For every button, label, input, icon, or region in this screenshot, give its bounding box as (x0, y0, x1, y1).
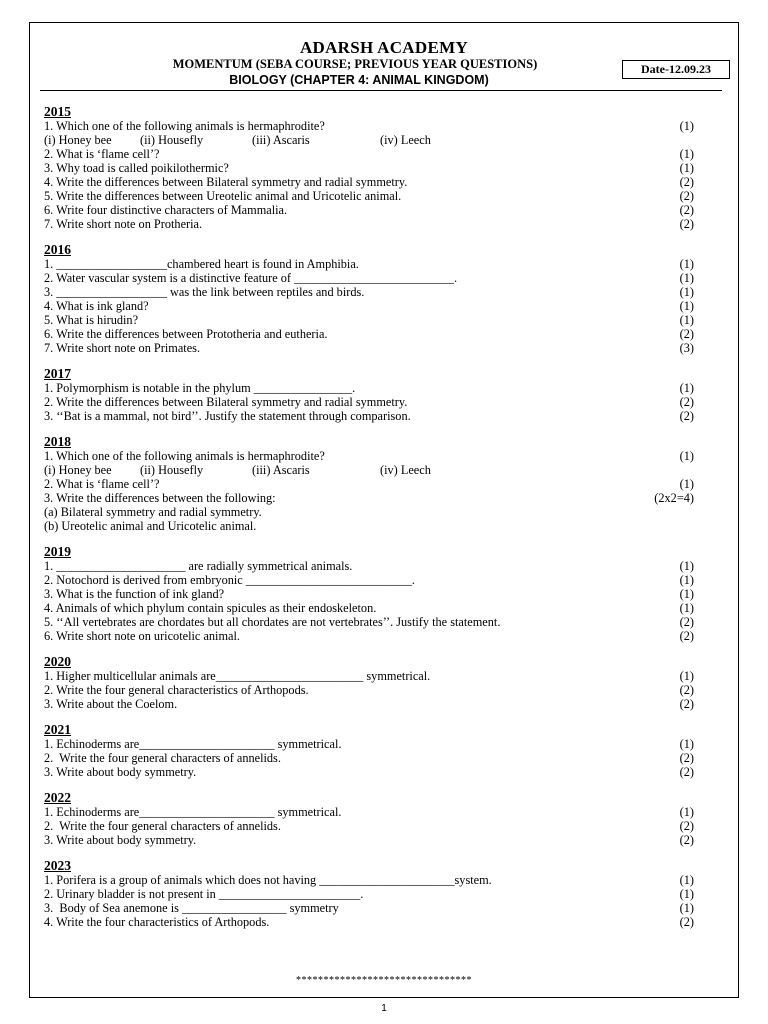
question-line (44, 477, 708, 491)
page-number: 1 (381, 1003, 387, 1014)
year-heading: 2018 (44, 434, 71, 449)
question-line (44, 271, 708, 285)
question-line (44, 805, 708, 819)
year-heading: 2021 (44, 722, 71, 737)
answer-option: (i) Honey bee (44, 463, 112, 477)
question-marks: (2) (679, 915, 694, 929)
year-section (44, 790, 708, 847)
question-line (44, 449, 708, 463)
answer-option: (ii) Housefly (140, 463, 204, 477)
question-text: 1. Which one of the following animals is hermaphrodite? (44, 449, 325, 463)
question-marks: (1) (679, 313, 694, 327)
question-line (44, 505, 708, 519)
question-marks: (1) (679, 147, 694, 161)
question-line (44, 519, 708, 533)
question-line (44, 697, 708, 711)
question-text: 3. Write about body symmetry. (44, 833, 197, 847)
question-marks: (2) (679, 217, 694, 231)
question-line (44, 203, 708, 217)
question-text: 1. Which one of the following animals is hermaphrodite? (44, 119, 325, 133)
year-heading: 2022 (44, 790, 71, 805)
question-text: 3. Write the differences between the following: (44, 491, 276, 505)
question-line (44, 257, 708, 271)
question-line (44, 915, 708, 929)
question-line (44, 119, 708, 133)
year-heading: 2020 (44, 654, 71, 669)
question-text: 3. __________________ was the link between reptiles and birds. (44, 285, 365, 299)
question-marks: (2) (679, 615, 694, 629)
answer-option: (iv) Leech (380, 463, 431, 477)
question-marks: (1) (679, 573, 694, 587)
year-section (44, 104, 708, 231)
year-heading: 2015 (44, 104, 71, 119)
question-text: 5. Write the differences between Ureotelic animal and Uricotelic animal. (44, 189, 402, 203)
question-text: 4. Animals of which phylum contain spicules as their endoskeleton. (44, 601, 377, 615)
question-text: 5. What is hirudin? (44, 313, 139, 327)
question-text: 3. What is the function of ink gland? (44, 587, 225, 601)
question-text: 7. Write short note on Primates. (44, 341, 201, 355)
question-marks: (1) (679, 669, 694, 683)
question-text: 6. Write short note on uricotelic animal. (44, 629, 240, 643)
question-text: 4. What is ink gland? (44, 299, 149, 313)
question-text: 3. Why toad is called poikilothermic? (44, 161, 229, 175)
question-text: 3. Write about body symmetry. (44, 765, 197, 779)
question-text: (a) Bilateral symmetry and radial symmetry. (44, 505, 262, 519)
answer-option: (iii) Ascaris (252, 133, 310, 147)
course-subtitle-text: MOMENTUM (SEBA COURSE; PREVIOUS YEAR QUESTIONS) (172, 57, 538, 71)
question-text: 2. Write the four general characters of annelids. (44, 751, 281, 765)
question-line (44, 765, 708, 779)
question-text: 2. Water vascular system is a distinctive feature of __________________________. (44, 271, 458, 285)
question-line (44, 587, 708, 601)
question-marks: (2) (679, 327, 694, 341)
year-section (44, 366, 708, 423)
header-divider (40, 90, 722, 91)
question-marks: (2) (679, 203, 694, 217)
question-line (44, 341, 708, 355)
year-section (44, 544, 708, 643)
answer-option: (ii) Housefly (140, 133, 204, 147)
question-line (44, 217, 708, 231)
question-marks: (2) (679, 765, 694, 779)
question-text: 6. Write the differences between Prototheria and eutheria. (44, 327, 328, 341)
year-section (44, 242, 708, 355)
question-line (44, 573, 708, 587)
answer-options (44, 133, 708, 147)
question-text: 4. Write the differences between Bilateral symmetry and radial symmetry. (44, 175, 408, 189)
question-line (44, 327, 708, 341)
answer-option: (iv) Leech (380, 133, 431, 147)
question-marks: (1) (679, 737, 694, 751)
question-text: 3. Body of Sea anemone is _________________ symmetry (44, 901, 339, 915)
question-text: 1. Echinoderms are______________________ symmetrical. (44, 805, 342, 819)
question-marks: (1) (679, 449, 694, 463)
question-line (44, 491, 708, 505)
question-marks: (1) (679, 587, 694, 601)
year-section (44, 434, 708, 533)
question-marks: (2) (679, 697, 694, 711)
question-marks: (2) (679, 833, 694, 847)
question-text: 6. Write four distinctive characters of Mammalia. (44, 203, 288, 217)
footer-stars: ******************************** (296, 975, 472, 986)
question-text: 7. Write short note on Protheria. (44, 217, 203, 231)
question-marks: (2x2=4) (654, 491, 694, 505)
question-line (44, 629, 708, 643)
question-text: 2. Notochord is derived from embryonic ___________________________. (44, 573, 415, 587)
academy-title: ADARSH ACADEMY (299, 38, 469, 57)
question-marks: (1) (679, 271, 694, 285)
question-line (44, 833, 708, 847)
question-marks: (2) (679, 175, 694, 189)
question-marks: (2) (679, 751, 694, 765)
year-section (44, 722, 708, 779)
question-marks: (1) (679, 477, 694, 491)
question-line (44, 901, 708, 915)
question-marks: (1) (679, 257, 694, 271)
question-marks: (1) (679, 887, 694, 901)
question-marks: (1) (679, 161, 694, 175)
question-text: 1. __________________chambered heart is found in Amphibia. (44, 257, 359, 271)
question-line (44, 683, 708, 697)
question-line (44, 175, 708, 189)
year-heading: 2023 (44, 858, 71, 873)
question-line (44, 395, 708, 409)
question-marks: (1) (679, 119, 694, 133)
answer-options (44, 463, 708, 477)
question-marks: (1) (679, 559, 694, 573)
question-text: 2. Write the four general characteristics of Arthopods. (44, 683, 309, 697)
question-text: 1. _____________________ are radially symmetrical animals. (44, 559, 353, 573)
question-text: 3. Write about the Coelom. (44, 697, 178, 711)
question-line (44, 313, 708, 327)
question-text: 2. Write the differences between Bilateral symmetry and radial symmetry. (44, 395, 408, 409)
question-line (44, 559, 708, 573)
question-line (44, 409, 708, 423)
question-text: 1. Echinoderms are______________________ symmetrical. (44, 737, 342, 751)
question-line (44, 601, 708, 615)
question-list (44, 104, 708, 940)
question-line (44, 285, 708, 299)
question-text: 2. Urinary bladder is not present in _______________________. (44, 887, 364, 901)
question-marks: (2) (679, 395, 694, 409)
question-line (44, 873, 708, 887)
question-text: 2. Write the four general characters of annelids. (44, 819, 281, 833)
question-text: 4. Write the four characteristics of Arthopods. (44, 915, 270, 929)
question-text: 1. Polymorphism is notable in the phylum ________________. (44, 381, 356, 395)
question-marks: (1) (679, 381, 694, 395)
question-text: (b) Ureotelic animal and Uricotelic animal. (44, 519, 257, 533)
question-line (44, 819, 708, 833)
question-marks: (1) (679, 873, 694, 887)
question-marks: (2) (679, 409, 694, 423)
year-section (44, 654, 708, 711)
question-marks: (2) (679, 189, 694, 203)
question-line (44, 299, 708, 313)
question-marks: (2) (679, 819, 694, 833)
year-heading: 2016 (44, 242, 71, 257)
question-marks: (2) (679, 683, 694, 697)
question-marks: (2) (679, 629, 694, 643)
question-text: 5. ‘‘All vertebrates are chordates but all chordates are not vertebrates’’. Justify the statement. (44, 615, 501, 629)
question-text: 1. Porifera is a group of animals which does not having ______________________system. (44, 873, 492, 887)
question-line (44, 189, 708, 203)
question-line (44, 161, 708, 175)
answer-option: (i) Honey bee (44, 133, 112, 147)
question-marks: (1) (679, 901, 694, 915)
subject-heading-text: BIOLOGY (CHAPTER 4: ANIMAL KINGDOM) (229, 73, 489, 87)
question-line (44, 615, 708, 629)
year-section (44, 858, 708, 929)
question-text: 2. What is ‘flame cell’? (44, 147, 160, 161)
question-marks: (1) (679, 299, 694, 313)
year-heading: 2017 (44, 366, 71, 381)
question-marks: (3) (679, 341, 694, 355)
question-line (44, 381, 708, 395)
question-line (44, 737, 708, 751)
question-marks: (1) (679, 805, 694, 819)
question-line (44, 669, 708, 683)
question-text: 2. What is ‘flame cell’? (44, 477, 160, 491)
year-heading: 2019 (44, 544, 71, 559)
question-marks: (1) (679, 285, 694, 299)
answer-option: (iii) Ascaris (252, 463, 310, 477)
question-marks: (1) (679, 601, 694, 615)
question-text: 3. ‘‘Bat is a mammal, not bird’’. Justify the statement through comparison. (44, 409, 411, 423)
question-line (44, 887, 708, 901)
question-line (44, 147, 708, 161)
question-text: 1. Higher multicellular animals are________________________ symmetrical. (44, 669, 431, 683)
question-line (44, 751, 708, 765)
date-box: Date-12.09.23 (622, 60, 730, 79)
